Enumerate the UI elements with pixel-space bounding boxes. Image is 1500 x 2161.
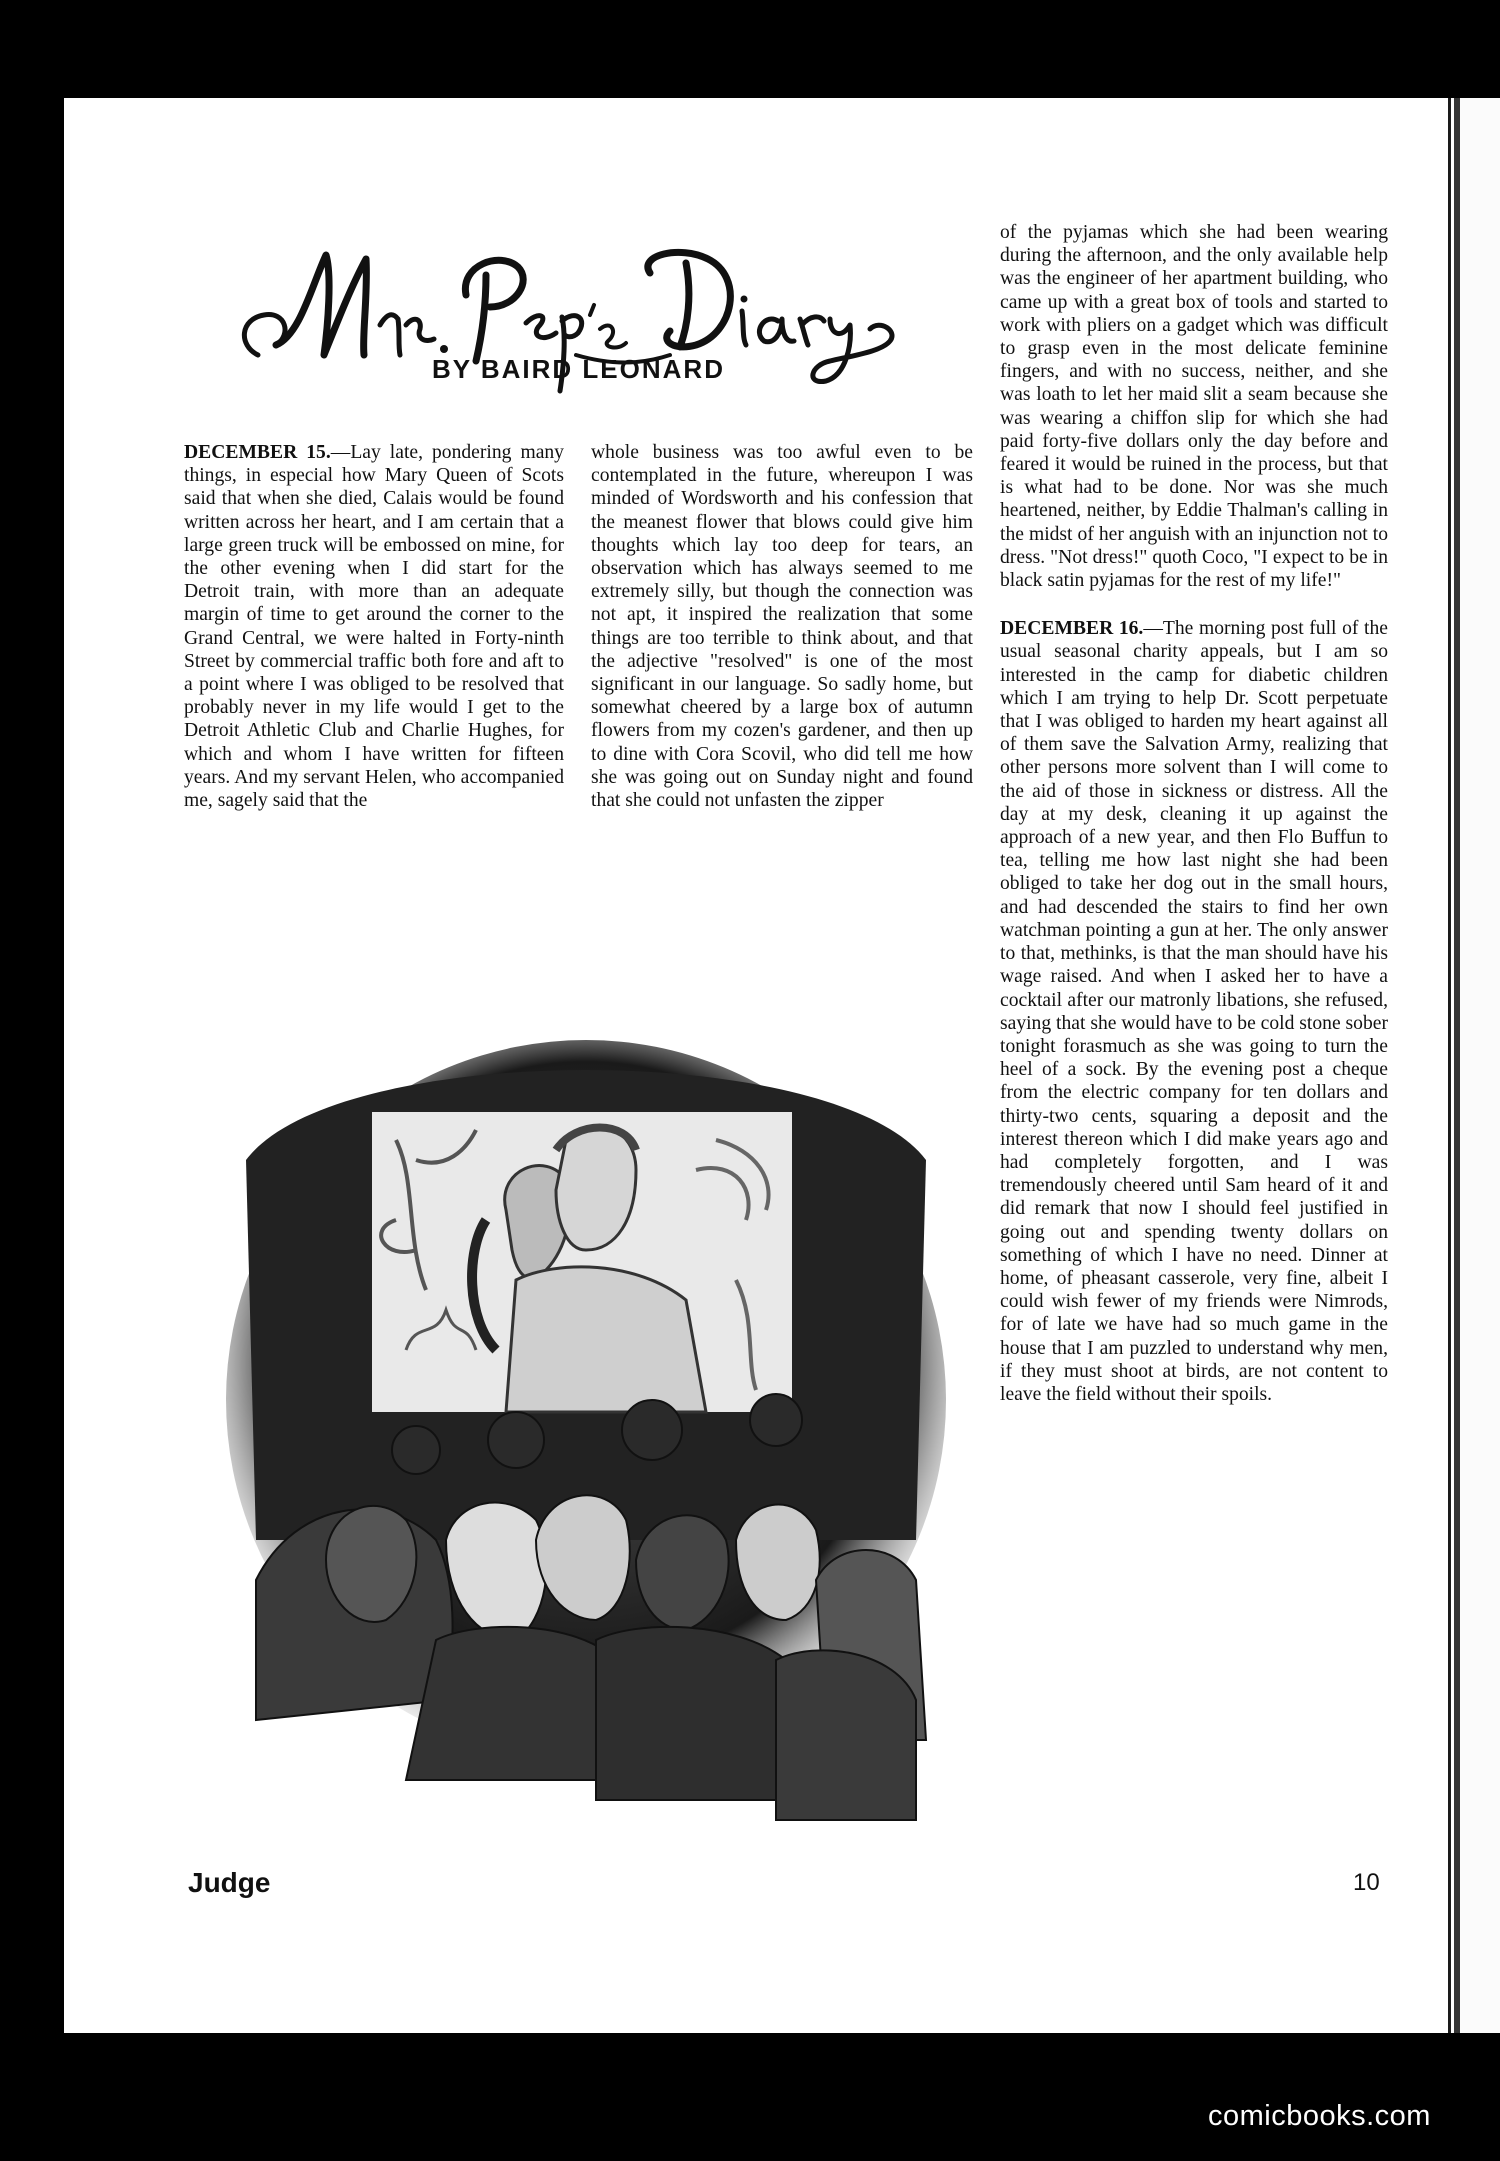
cartoon-illustration — [216, 1020, 956, 1880]
entry-date: DECEMBER 15. — [184, 442, 331, 463]
entry-paragraph — [184, 441, 564, 812]
entry-text: —The morning post full of the usual seasonal charity appeals, but I am so interested in the camp for diabetic children which I am trying to help Dr. Scott perpetuate that I was obliged to harden my heart against all of them save the Salvation Army, realizing that other persons more solvent than I will come to the aid of those in sickness or distress. All the day at my desk, cleaning it up against the approach of a new year, and then Flo Buffun to tea, telling me how last night she had been obliged to take her dog out in the small hours, and had descended the stairs to find her own watchman pointing a gun at her. The only answer to that, methinks, is that the man should have his wage raised. And when I asked her to have a cocktail after our matronly libations, she refused, saying that she would have to be cold stone sober tonight forasmuch as she was going to turn the heel of a sock. By the evening post a cheque from the electric company for ten dollars and thirty-two cents, squaring a deposit and the interest thereon which I did make years ago and had completely forgotten, and I was tremendously cheered until Sam heard of it and did remark that now I should feel justified in going out and spending twenty dollars on something of which I have no need. Dinner at home, of pheasant casserole, very fine, albeit I could wish fewer of my friends were Nimrods, for of late we have had so much game in the house that I am puzzled to understand why men, if they must shoot at birds, are not content to leave the field without their spoils. — [1000, 618, 1388, 1405]
byline: BY BAIRD LEONARD — [432, 354, 725, 384]
entry-date: DECEMBER 16. — [1000, 618, 1144, 640]
text-column-3 — [1000, 221, 1388, 1406]
entry-paragraph — [1000, 617, 1388, 1406]
magazine-name: Judge — [188, 1867, 271, 1898]
movie-screen — [372, 1112, 792, 1412]
page-number: 10 — [1353, 1869, 1380, 1896]
text-column-1 — [184, 441, 564, 812]
entry-paragraph-continued: whole business was too awful even to be contemplated in the future, whereupon I was minded of Wordsworth and his confession that the meanest flower that blows could give him thoughts which lay too deep for tears, an observation which has always seemed to me extremely silly, but though the connection was not apt, it inspired the realization that some things are too terrible to think about, and that the adjective "resolved" is one of the most significant in our language. So sadly home, but somewhat cheered by a large box of autumn flowers from my cozen's gardener, and then up to dine with Cora Scovil, who did tell me how she was going out on Sunday night and found that she could not unfasten the zipper — [591, 442, 973, 812]
entry-paragraph-continued: of the pyjamas which she had been wearing during the afternoon, and the only available help was the engineer of her apartment building, who came up with a great box of tools and started to work with pliers on a gadget which was difficult to grasp even in the most delicate feminine fingers, and with no success, neither, and she was loath to let her maid slit a seam because she was wearing a chiffon slip for which she had paid forty-five dollars only the day before and feared it would be ruined in the process, but that is what had to be done. Nor was she much heartened, neither, by Eddie Thalman's calling in the midst of her anguish with an injunction not to dress. "Not dress!" quoth Coco, "I expect to be in black satin pyjamas for the rest of my life!" — [1000, 222, 1388, 592]
entry-text: —Lay late, pondering many things, in especial how Mary Queen of Scots said that when she died, Calais would be found written across her heart, and I am certain that a large green truck will be embossed on mine, for the other evening when I did start for the Detroit train, with more than an adequate margin of time to get around the corner to the Grand Central, we were halted in Forty-ninth Street by commercial traffic both fore and aft to a point where I was obliged to be resolved that probably never in my life would I get to the Detroit Athletic Club and Charlie Hughes, for which and whom I have written for fifteen years. And my servant Helen, who accompanied me, sagely said that the — [184, 442, 564, 812]
adjacent-page-shadow — [1454, 98, 1460, 2033]
source-watermark: comicbooks.com — [1208, 2100, 1431, 2132]
text-column-2 — [591, 441, 973, 812]
